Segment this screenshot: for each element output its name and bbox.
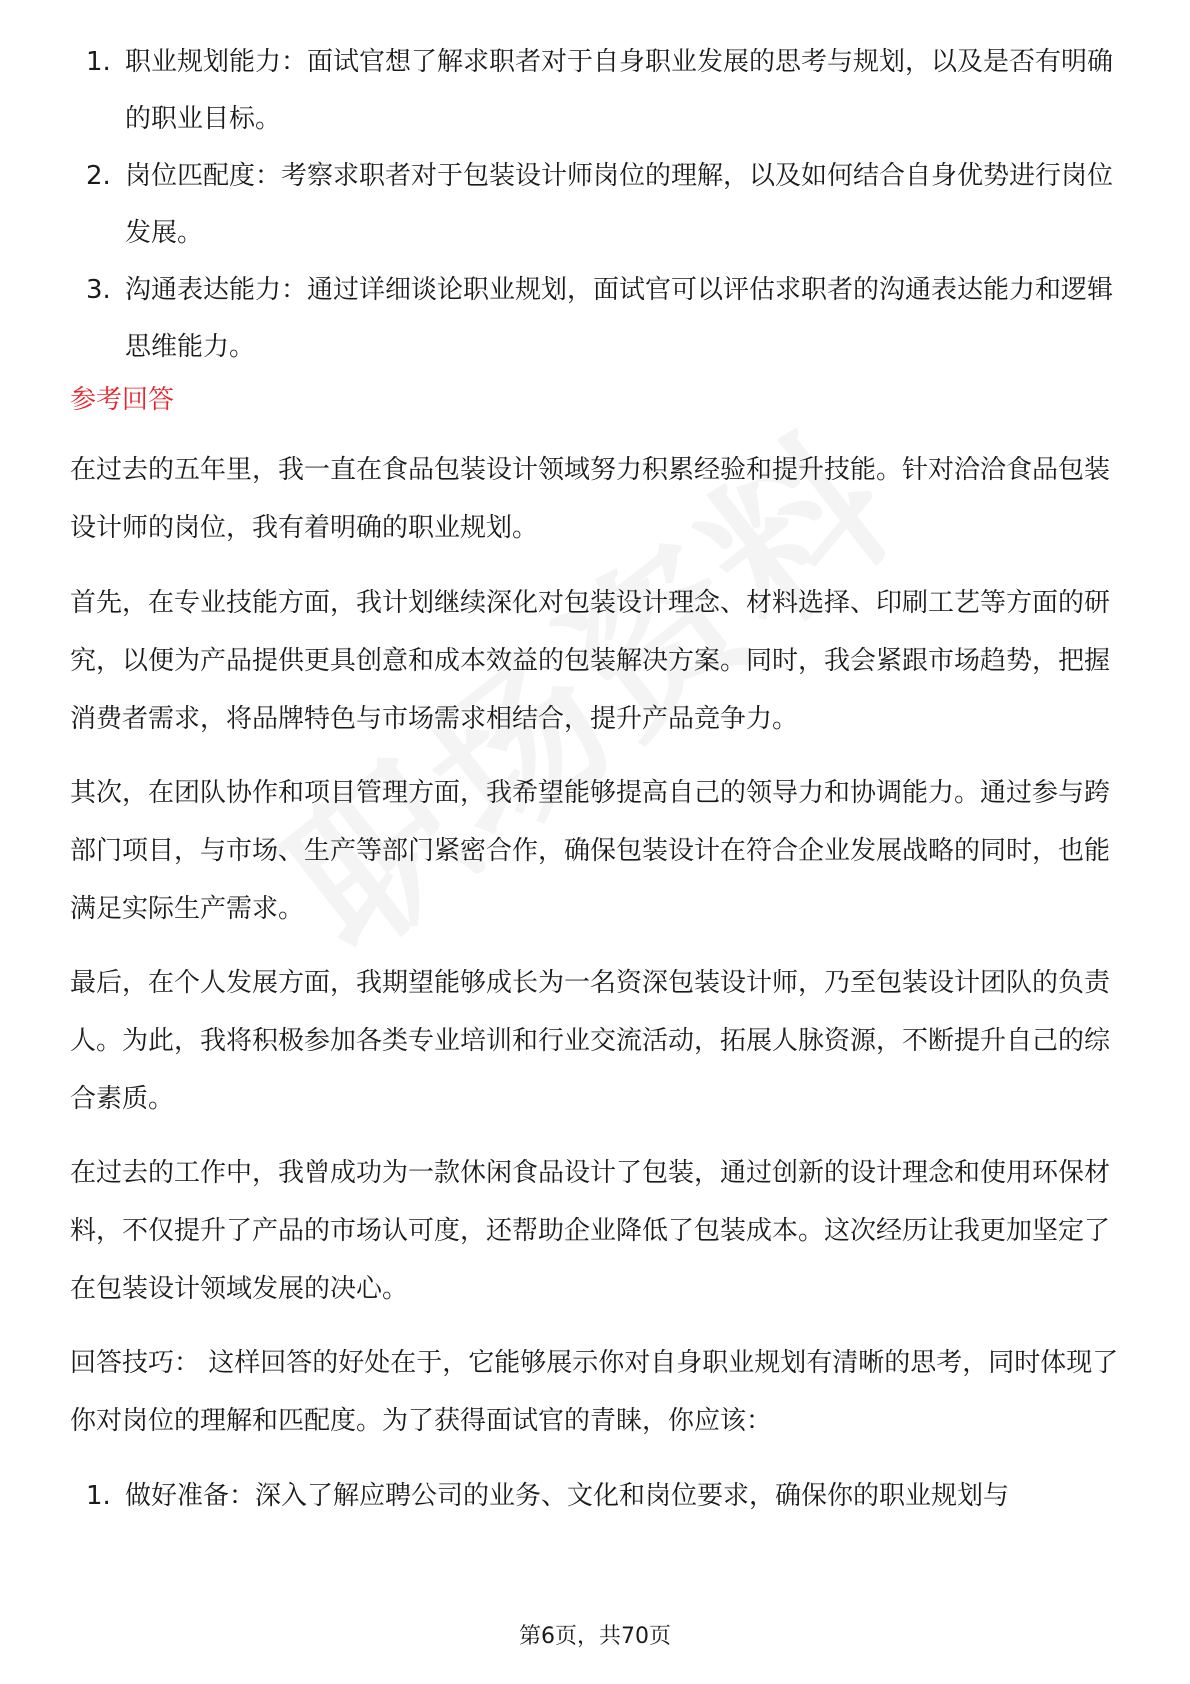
reference-answer-heading: 参考回答 bbox=[70, 385, 175, 415]
answer-paragraph: 在过去的五年里，我一直在食品包装设计领域努力积累经验和提升技能。针对洽洽食品包装设计师的岗位，我有着明确的职业规划。 bbox=[70, 455, 1111, 543]
list-number: 1. bbox=[86, 1481, 111, 1511]
list-item-text: 职业规划能力：面试官想了解求职者对于自身职业发展的思考与规划，以及是否有明确的职业目标。 bbox=[125, 47, 1114, 134]
answer-paragraph: 其次，在团队协作和项目管理方面，我希望能够提高自己的领导力和协调能力。通过参与跨部门项目，与市场、生产等部门紧密合作，确保包装设计在符合企业发展战略的同时，也能满足实际生产需求。 bbox=[70, 778, 1111, 924]
list-item bbox=[0, 262, 1115, 376]
list-item-text: 沟通表达能力：通过详细谈论职业规划，面试官可以评估求职者的沟通表达能力和逻辑思维能力。 bbox=[125, 275, 1114, 362]
list-item bbox=[0, 34, 1115, 148]
tips-list bbox=[0, 1468, 1115, 1525]
evaluation-points-list bbox=[0, 34, 1115, 376]
answer-paragraph: 最后，在个人发展方面，我期望能够成长为一名资深包装设计师，乃至包装设计团队的负责人。为此，我将积极参加各类专业培训和行业交流活动，拓展人脉资源，不断提升自己的综合素质。 bbox=[70, 968, 1111, 1114]
list-item-text: 做好准备：深入了解应聘公司的业务、文化和岗位要求，确保你的职业规划与 bbox=[125, 1481, 1010, 1511]
list-item bbox=[0, 148, 1115, 262]
list-number: 2. bbox=[86, 161, 111, 191]
list-item bbox=[0, 1468, 1115, 1525]
list-item-text: 岗位匹配度：考察求职者对于包装设计师岗位的理解，以及如何结合自身优势进行岗位发展。 bbox=[125, 161, 1114, 248]
list-number: 1. bbox=[86, 47, 111, 77]
list-number: 3. bbox=[86, 275, 111, 305]
answer-tips-paragraph: 回答技巧： 这样回答的好处在于，它能够展示你对自身职业规划有清晰的思考，同时体现了你对岗位的理解和匹配度。为了获得面试官的青睐，你应该： bbox=[70, 1348, 1119, 1436]
answer-paragraph: 首先，在专业技能方面，我计划继续深化对包装设计理念、材料选择、印刷工艺等方面的研究，以便为产品提供更具创意和成本效益的包装解决方案。同时，我会紧跟市场趋势，把握消费者需求，将品牌特色与市场需求相结合，提升产品竞争力。 bbox=[70, 588, 1111, 734]
answer-paragraph: 在过去的工作中，我曾成功为一款休闲食品设计了包装，通过创新的设计理念和使用环保材料，不仅提升了产品的市场认可度，还帮助企业降低了包装成本。这次经历让我更加坚定了在包装设计领域发展的决心。 bbox=[70, 1158, 1111, 1304]
page-footer: 第6页，共70页 bbox=[519, 1624, 671, 1649]
